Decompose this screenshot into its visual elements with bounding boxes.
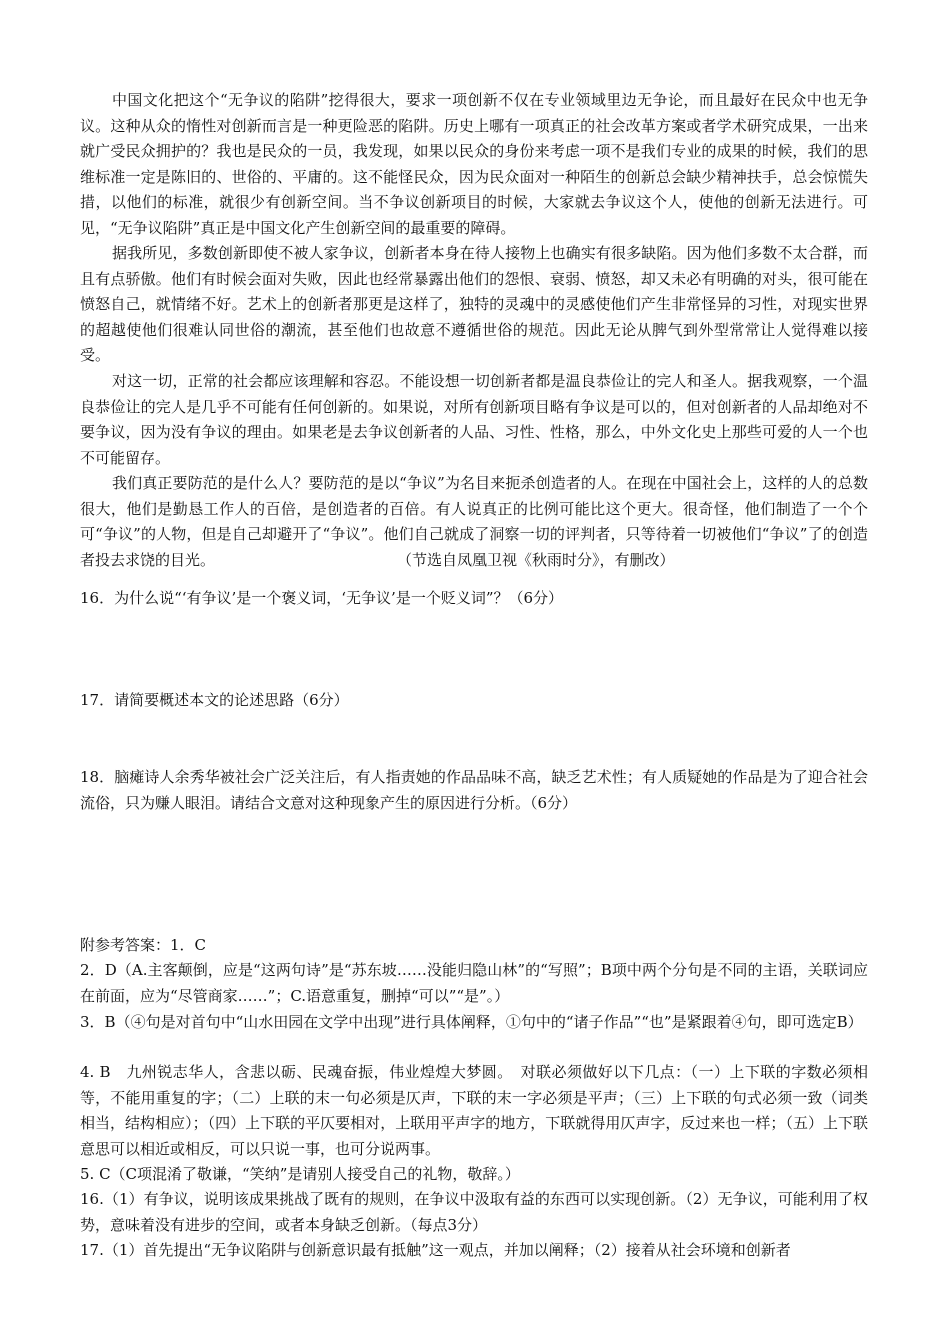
answer-16: 16.（1）有争议，说明该成果挑战了既有的规则，在争议中汲取有益的东西可以实现创新。（2）无争议，可能利用了权势，意味着没有进步的空间，或者本身缺乏创新。（每点3分）	[80, 1190, 868, 1234]
answer-3: 3．B（④句是对首句中“山水田园在文学中出现”进行具体阐释，①句中的“诸子作品”“也”是紧跟着④句，即可选定B）	[80, 1013, 863, 1031]
answer-2: 2．D（A.主客颠倒，应是“这两句诗”是“苏东坡……没能归隐山林”的“写照”；B项中两个分句是不同的主语，关联词应在前面，应为“尽管商家……”；C.语意重复，删掉“可以”“是”。）	[80, 961, 868, 1005]
answer-5: 5. C（C项混淆了敬谦，“笑纳”是请别人接受自己的礼物，敬辞。）	[80, 1165, 520, 1183]
article-paragraph-4	[80, 471, 868, 573]
question-18: 18．脑瘫诗人余秀华被社会广泛关注后，有人指责她的作品品味不高，缺乏艺术性；有人质疑她的作品是为了迎合社会流俗，只为赚人眼泪。请结合文意对这种现象产生的原因进行分析。（6分）	[80, 768, 868, 812]
article-paragraph-2: 据我所见，多数创新即使不被人家争议，创新者本身在待人接物上也确实有很多缺陷。因为他们多数不太合群，而且有点骄傲。他们有时候会面对失败，因此也经常暴露出他们的怨恨、衰弱、愤怒，却又未必有明确的对头，很可能在愤怒自己，就情绪不好。艺术上的创新者那更是这样了，独特的灵魂中的灵感使他们产生非常怪异的习性，对现实世界的超越使他们很难认同世俗的潮流，甚至他们也故意不遵循世俗的规范。因此无论从脾气到外型常常让人觉得难以接受。	[80, 244, 868, 364]
question-17: 17．请简要概述本文的论述思路（6分）	[80, 691, 349, 709]
answer-4: 4. B 九州锐志华人，含悲以砺、民魂奋振，伟业煌煌大梦圆。 对联必须做好以下几点：（一）上下联的字数必须相等，不能用重复的字；（二）上联的末一句必须是仄声，下联的末一字必须是平声；（三）上下联的句式必须一致（词类相当，结构相应）；（四）上下联的平仄要相对，上联用平声字的地方，下联就得用仄声字，反过来也一样；（五）上下联意思可以相近或相反，可以只说一事，也可分说两事。	[80, 1063, 868, 1158]
answer-1: 附参考答案：1．C	[80, 936, 207, 954]
article-paragraph-1: 中国文化把这个“无争议的陷阱”挖得很大，要求一项创新不仅在专业领域里边无争论，而且最好在民众中也无争议。这种从众的惰性对创新而言是一种更险恶的陷阱。历史上哪有一项真正的社会改革方案或者学术研究成果，一出来就广受民众拥护的？我也是民众的一员，我发现，如果以民众的身份来考虑一项不是我们专业的成果的时候，我们的思维标准一定是陈旧的、世俗的、平庸的。这不能怪民众，因为民众面对一种陌生的创新总会缺少精神扶手，总会惊慌失措，以他们的标准，就很少有创新空间。当不争议创新项目的时候，大家就去争议这个人，使他的创新无法进行。可见，“无争议陷阱”真正是中国文化产生创新空间的最重要的障碍。	[80, 91, 868, 237]
answer-17: 17.（1）首先提出“无争议陷阱与创新意识最有抵触”这一观点，并加以阐释；（2）接着从社会环境和创新者	[80, 1241, 791, 1259]
article-paragraph-4-text: 我们真正要防范的是什么人？要防范的是以“争议”为名目来扼杀创造者的人。在现在中国社会上，这样的人的总数很大，他们是勤恳工作人的百倍，是创造者的百倍。有人说真正的比例可能比这个更大。很奇怪，他们制造了一个个可“争议”的人物，但是自己却避开了“争议”。他们自己就成了洞察一切的评判者，只等待着一切被他们“争议”了的创造者投去求饶的目光。	[80, 474, 868, 569]
article-paragraph-3: 对这一切，正常的社会都应该理解和容忍。不能设想一切创新者都是温良恭俭让的完人和圣人。据我观察，一个温良恭俭让的完人是几乎不可能有任何创新的。如果说，对所有创新项目略有争议是可以的，但对创新者的人品却绝对不要争议，因为没有争议的理由。如果老是去争议创新者的人品、习性、性格，那么，中外文化史上那些可爱的人一个也不可能留存。	[80, 372, 868, 467]
question-16: 16．为什么说“‘有争议’是一个褒义词，‘无争议’是一个贬义词”？（6分）	[80, 589, 564, 607]
article-source: （节选自凤凰卫视《秋雨时分》，有删改）	[397, 550, 675, 569]
